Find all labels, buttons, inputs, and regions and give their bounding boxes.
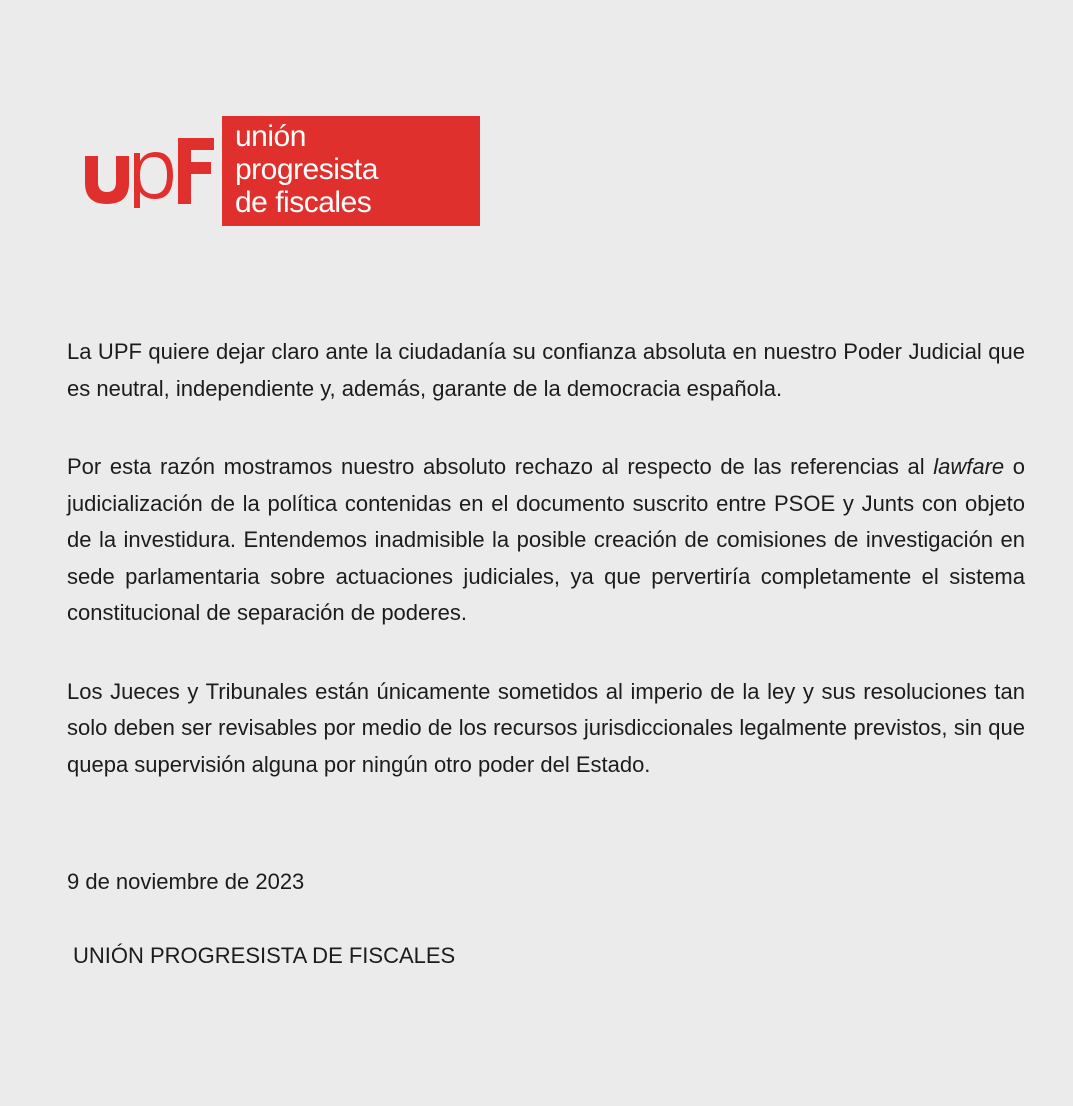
logo-line-1: unión bbox=[235, 120, 306, 153]
statement-body bbox=[67, 334, 1025, 783]
logo-line-3: de fiscales bbox=[235, 186, 372, 219]
logo-line-2: progresista bbox=[235, 153, 378, 186]
statement-date: 9 de noviembre de 2023 bbox=[67, 869, 305, 894]
upf-logo-wordmark bbox=[222, 116, 480, 226]
paragraph-judges: Los Jueces y Tribunales están únicamente sometidos al imperio de la ley y sus resoluciones tan solo deben ser revisables por medio de los recursos jurisdiccionales legalmente previstos, sin que quepa supervisión alguna por ningún otro poder del Estado. bbox=[67, 678, 1025, 777]
paragraph-confidence: La UPF quiere dejar claro ante la ciudadanía su confianza absoluta en nuestro Poder Judicial que es neutral, independiente y, además, garante de la democracia española. bbox=[67, 339, 1025, 401]
upf-logo-mark bbox=[83, 138, 223, 208]
lawfare-term: lawfare bbox=[933, 454, 1005, 479]
paragraph-rejection bbox=[67, 449, 1025, 632]
signature: UNIÓN PROGRESISTA DE FISCALES bbox=[73, 943, 456, 968]
paragraph-rejection-end: o judicialización de la política contenidas en el documento suscrito entre PSOE y Junts con objeto de la investidura. Entendemos inadmisible la posible creación de comisiones de investigación en sede parlamentaria sobre actuaciones judiciales, ya que pervertiría completamente el sistema constitucional de separación de poderes. bbox=[67, 454, 1025, 625]
paragraph-rejection-start: Por esta razón mostramos nuestro absoluto rechazo al respecto de las referencias al bbox=[67, 454, 934, 479]
